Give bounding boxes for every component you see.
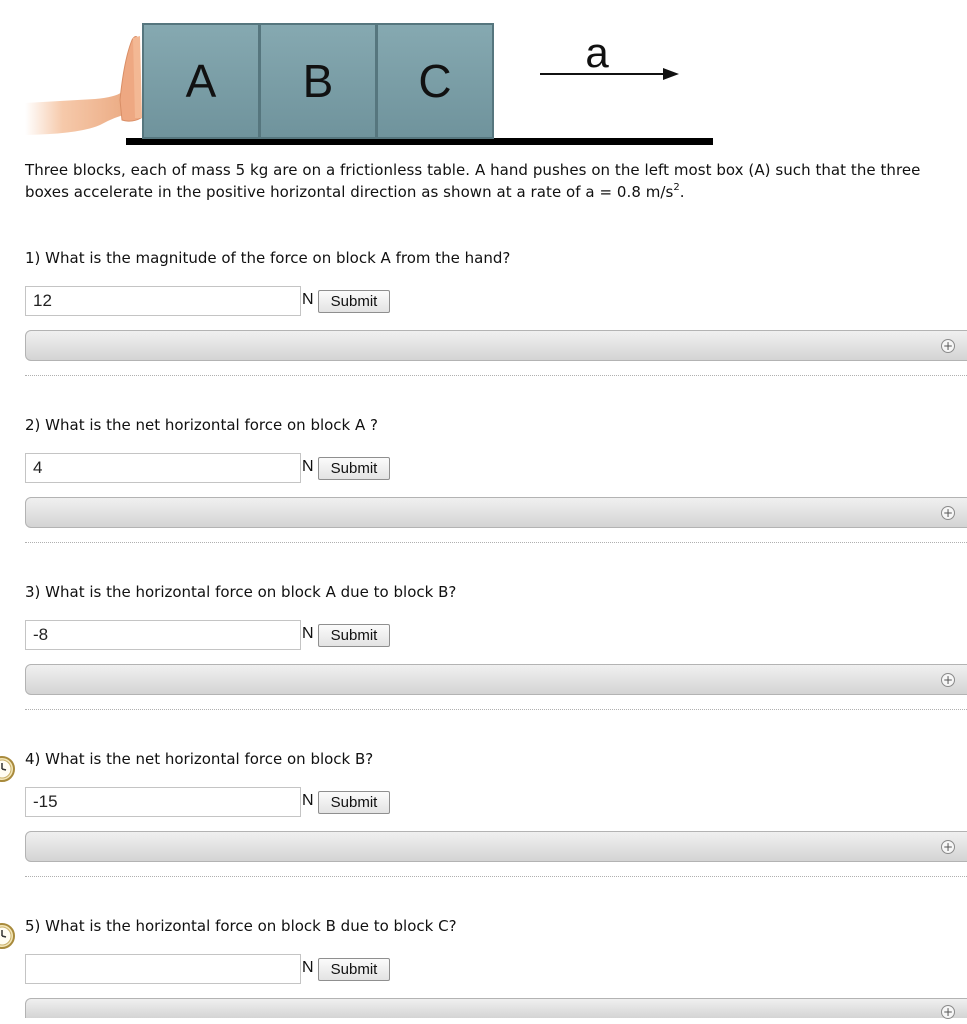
answer-input[interactable] xyxy=(25,787,301,817)
problem-statement xyxy=(25,159,960,203)
exponent: 2 xyxy=(673,182,680,193)
answer-input[interactable] xyxy=(25,453,301,483)
unit-label: N xyxy=(302,625,314,642)
block-c-label: C xyxy=(418,55,452,107)
answer-input[interactable] xyxy=(25,954,301,984)
answer-input[interactable] xyxy=(25,286,301,316)
plus-circle-icon[interactable]: + xyxy=(942,673,954,687)
unit-label: N xyxy=(302,959,314,976)
acceleration-arrow xyxy=(540,29,679,80)
problem-line-2-text: boxes accelerate in the positive horizontal direction as shown at a rate of a = 0.8 m/s xyxy=(25,183,674,201)
question-text: 5) What is the horizontal force on block B due to block C? xyxy=(25,917,457,935)
divider xyxy=(25,709,967,710)
plus-circle-icon[interactable]: + xyxy=(942,840,954,854)
help-expand-bar[interactable] xyxy=(25,998,967,1018)
plus-circle-icon[interactable]: + xyxy=(942,1005,954,1019)
block-a xyxy=(143,24,259,138)
problem-line-2-period: . xyxy=(679,183,685,201)
question-text: 4) What is the net horizontal force on block B? xyxy=(25,750,374,768)
question-text: 3) What is the horizontal force on block A due to block B? xyxy=(25,583,457,601)
submit-button[interactable]: Submit xyxy=(318,457,390,480)
block-c xyxy=(377,24,493,138)
plus-circle-icon[interactable]: + xyxy=(942,506,954,520)
answer-input[interactable] xyxy=(25,620,301,650)
question-text: 2) What is the net horizontal force on block A ? xyxy=(25,416,378,434)
clock-icon xyxy=(0,755,16,783)
unit-label: N xyxy=(302,291,314,308)
question-text: 1) What is the magnitude of the force on block A from the hand? xyxy=(25,249,511,267)
problem-line-2 xyxy=(25,181,960,203)
plus-circle-icon[interactable]: + xyxy=(942,339,954,353)
blocks-diagram xyxy=(0,0,967,155)
divider xyxy=(25,876,967,877)
block-b-label: B xyxy=(302,55,334,107)
unit-label: N xyxy=(302,458,314,475)
submit-button[interactable]: Submit xyxy=(318,791,390,814)
acceleration-label: a xyxy=(585,29,609,76)
table-surface xyxy=(126,138,713,145)
help-expand-bar[interactable] xyxy=(25,497,967,528)
submit-button[interactable]: Submit xyxy=(318,290,390,313)
divider xyxy=(25,375,967,376)
block-a-label: A xyxy=(185,55,217,107)
submit-button[interactable]: Submit xyxy=(318,958,390,981)
help-expand-bar[interactable] xyxy=(25,831,967,862)
divider xyxy=(25,542,967,543)
help-expand-bar[interactable] xyxy=(25,664,967,695)
clock-icon xyxy=(0,922,16,950)
block-b xyxy=(260,24,376,138)
problem-line-1: Three blocks, each of mass 5 kg are on a frictionless table. A hand pushes on the left most box (A) such that the three xyxy=(25,161,921,179)
submit-button[interactable]: Submit xyxy=(318,624,390,647)
help-expand-bar[interactable] xyxy=(25,330,967,361)
hand-icon xyxy=(25,36,142,135)
unit-label: N xyxy=(302,792,314,809)
